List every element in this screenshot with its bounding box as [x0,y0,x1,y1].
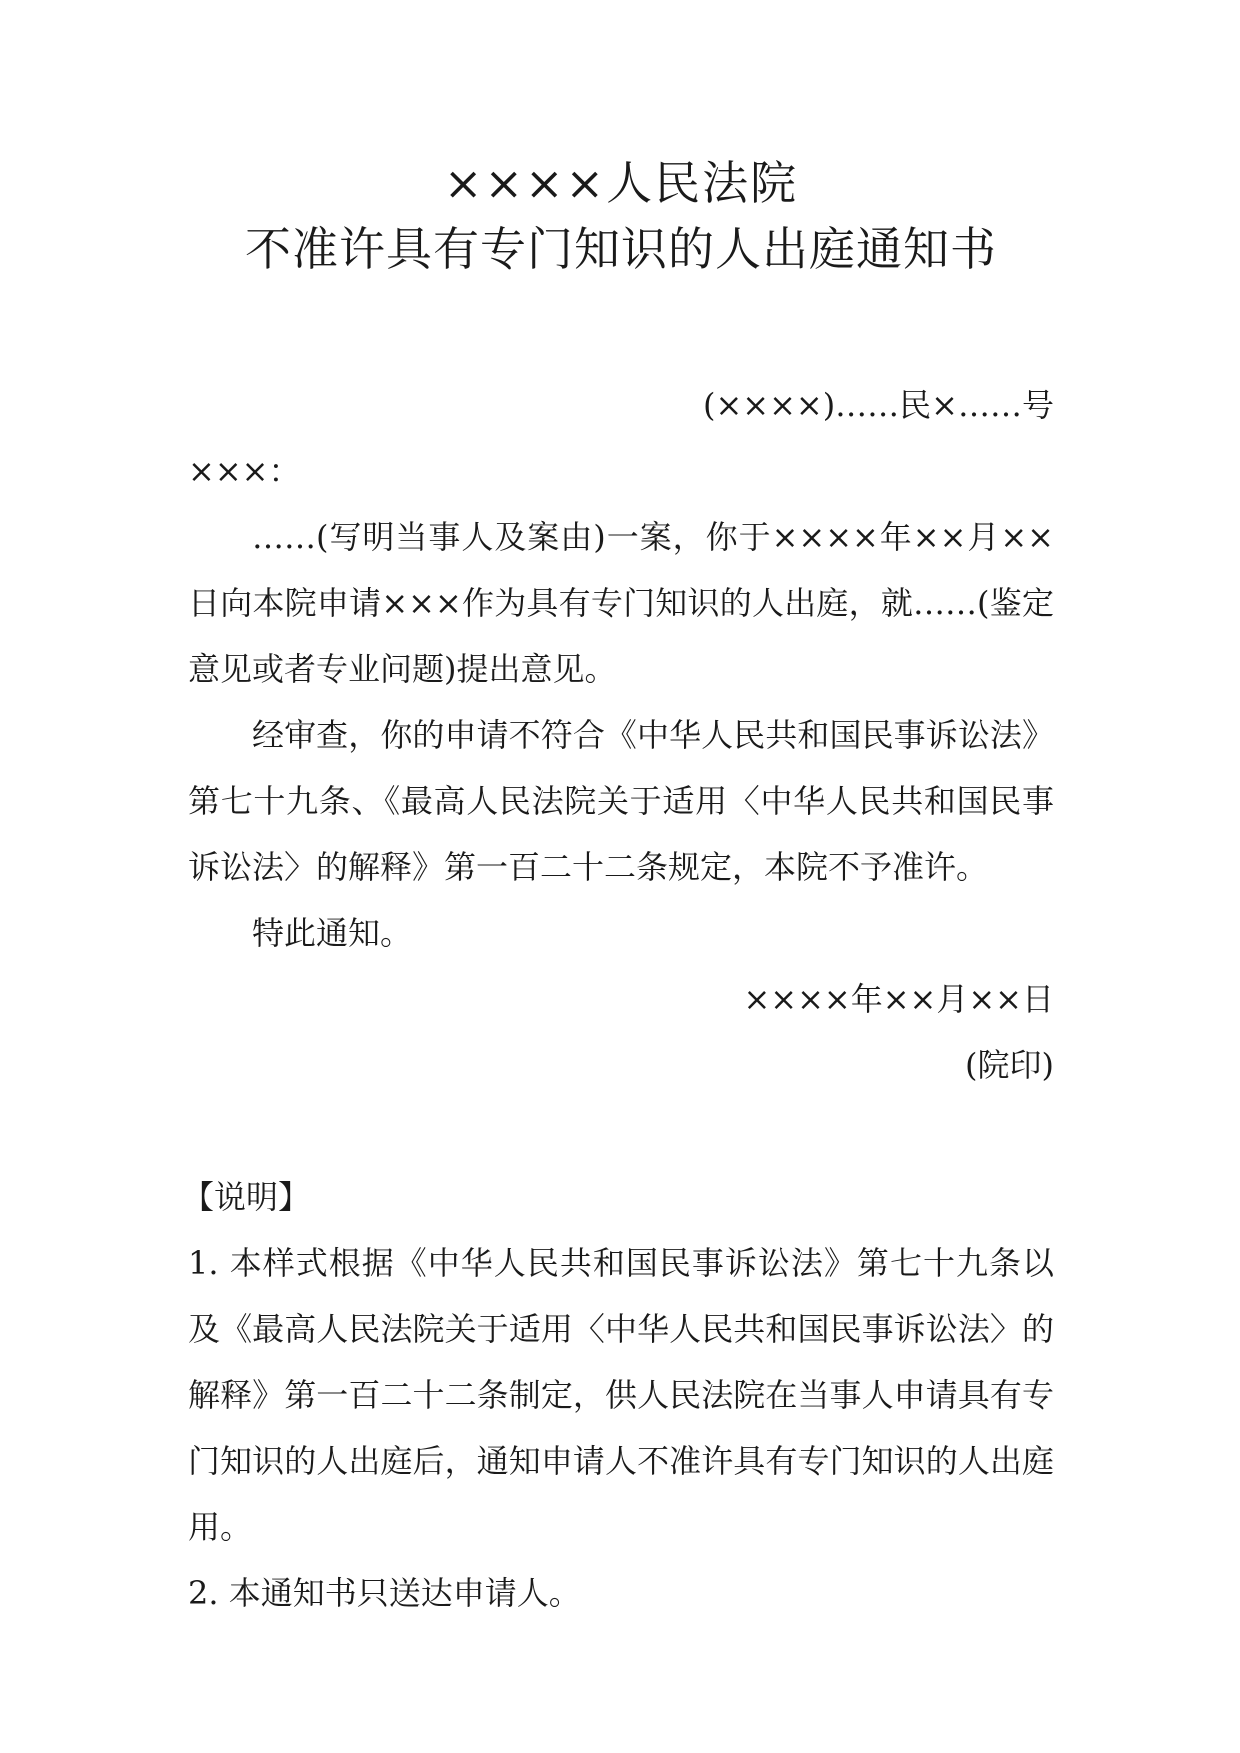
note-item: 2. 本通知书只送达申请人。 [188,1574,581,1612]
court-name: ××××人民法院 [443,156,799,210]
notes-heading: 【说明】 [182,1178,311,1216]
body-paragraph: 经审查，你的申请不符合《中华人民共和国民事诉讼法》第七十九条、《最高人民法院关于适用〈中华人民共和国民事诉讼法〉的解释》第一百二十二条规定，本院不予准许。 [188,716,1054,886]
document-page [182,150,1054,1626]
court-seal-note: (院印) [965,1046,1054,1084]
body-paragraph: 特此通知。 [252,914,413,952]
issue-date: ××××年××月××日 [743,980,1054,1018]
document-title: 不准许具有专门知识的人出庭通知书 [245,222,997,276]
addressee: ×××： [188,452,301,490]
case-number: (××××)……民×……号 [702,386,1054,424]
note-item: 1. 本样式根据《中华人民共和国民事诉讼法》第七十九条以及《最高人民法院关于适用〈中华人民共和国民事诉讼法〉的解释》第一百二十二条制定，供人民法院在当事人申请具有专门知识的人出庭后，通知申请人不准许具有专门知识的人出庭用。 [188,1244,1054,1546]
body-paragraph: ……(写明当事人及案由)一案，你于××××年××月××日向本院申请×××作为具有专门知识的人出庭，就……(鉴定意见或者专业问题)提出意见。 [188,518,1054,688]
